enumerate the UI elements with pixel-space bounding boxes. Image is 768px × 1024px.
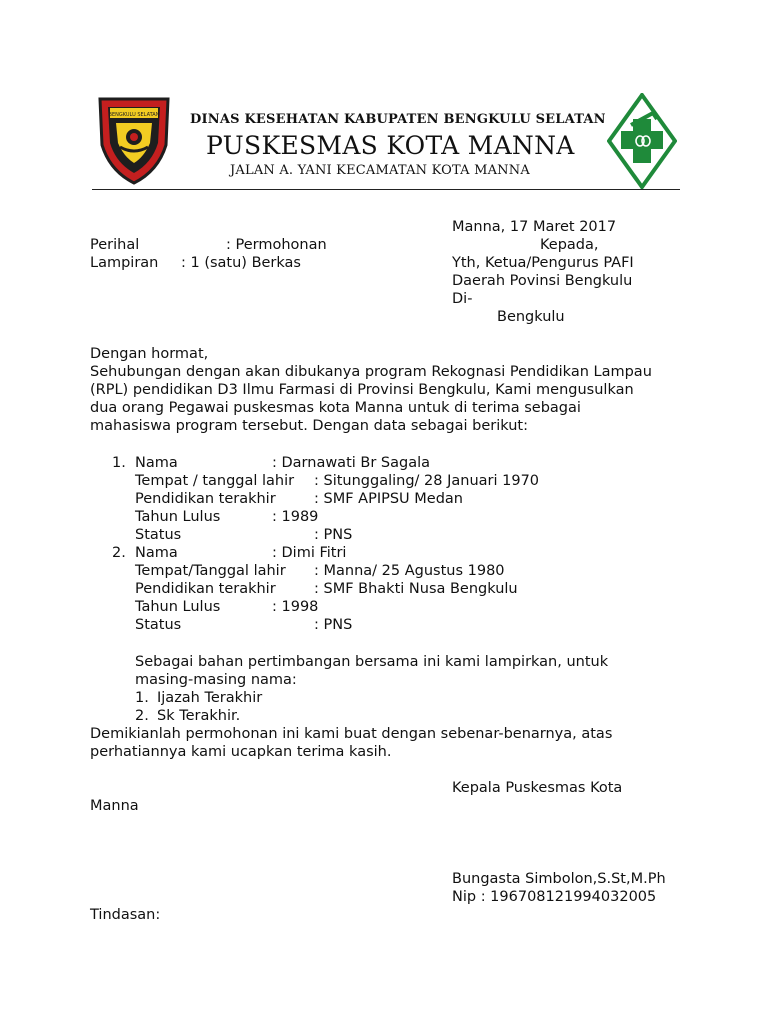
field-label: Tempat/Tanggal lahir bbox=[135, 563, 286, 579]
field-value: : Manna/ 25 Agustus 1980 bbox=[314, 563, 505, 579]
field-value: : Dimi Fitri bbox=[272, 545, 347, 561]
field-value: : 1998 bbox=[272, 599, 319, 615]
recipient-line1: Yth, Ketua/Pengurus PAFI bbox=[452, 255, 634, 271]
field-value: : PNS bbox=[314, 617, 353, 633]
org-title: PUSKESMAS KOTA MANNA bbox=[206, 131, 575, 160]
greeting: Dengan hormat, bbox=[90, 346, 209, 362]
field-label: Pendidikan terakhir bbox=[135, 491, 276, 507]
field-value: : SMF Bhakti Nusa Bengkulu bbox=[314, 581, 518, 597]
field-label: Tahun Lulus bbox=[135, 599, 221, 615]
bengkulu-selatan-emblem-icon bbox=[96, 93, 172, 187]
field-value: : Situnggaling/ 28 Januari 1970 bbox=[314, 473, 540, 489]
signatory-title: Kepala Puskesmas Kota bbox=[452, 780, 623, 796]
field-value: : Darnawati Br Sagala bbox=[272, 455, 431, 471]
tindasan-label: Tindasan: bbox=[90, 907, 161, 923]
closing-line: Demikianlah permohonan ini kami buat dengan sebenar-benarnya, atas bbox=[90, 726, 613, 742]
perihal-value: : Permohonan bbox=[226, 237, 327, 253]
letter-date: Manna, 17 Maret 2017 bbox=[452, 219, 617, 235]
field-value: : PNS bbox=[314, 527, 353, 543]
recipient-line2: Daerah Povinsi Bengkulu bbox=[452, 273, 633, 289]
recipient-city: Bengkulu bbox=[497, 309, 565, 325]
field-label: Tahun Lulus bbox=[135, 509, 221, 525]
emblem-text: BENGKULU SELATAN bbox=[108, 112, 160, 118]
body-line: mahasiswa program tersebut. Dengan data sebagai berikut: bbox=[90, 418, 528, 434]
list-number: 1. bbox=[112, 455, 126, 471]
recipient-di: Di- bbox=[452, 291, 473, 307]
attachment-number: 1. bbox=[135, 690, 149, 706]
attachment-intro: masing-masing nama: bbox=[135, 672, 297, 688]
attachment-item: Ijazah Terakhir bbox=[157, 690, 263, 706]
attachment-item: Sk Terakhir. bbox=[157, 708, 241, 724]
lampiran-value: : 1 (satu) Berkas bbox=[181, 255, 301, 271]
puskesmas-logo-icon bbox=[607, 93, 677, 189]
body-line: dua orang Pegawai puskesmas kota Manna untuk di terima sebagai bbox=[90, 400, 581, 416]
field-label: Nama bbox=[135, 455, 178, 471]
field-label: Nama bbox=[135, 545, 178, 561]
signatory-nip: Nip : 196708121994032005 bbox=[452, 889, 657, 905]
signatory-name: Bungasta Simbolon,S.St,M.Ph bbox=[452, 871, 666, 887]
closing-line: perhatiannya kami ucapkan terima kasih. bbox=[90, 744, 392, 760]
field-label: Status bbox=[135, 617, 182, 633]
signatory-title-cont: Manna bbox=[90, 798, 139, 814]
perihal-label: Perihal bbox=[90, 237, 140, 253]
body-line: (RPL) pendidikan D3 Ilmu Farmasi di Provinsi Bengkulu, Kami mengusulkan bbox=[90, 382, 634, 398]
field-value: : 1989 bbox=[272, 509, 319, 525]
header-divider bbox=[92, 189, 680, 190]
field-label: Tempat / tanggal lahir bbox=[135, 473, 295, 489]
attachment-number: 2. bbox=[135, 708, 149, 724]
attachment-intro: Sebagai bahan pertimbangan bersama ini kami lampirkan, untuk bbox=[135, 654, 609, 670]
org-address: JALAN A. YANI KECAMATAN KOTA MANNA bbox=[230, 163, 530, 178]
field-label: Pendidikan terakhir bbox=[135, 581, 276, 597]
lampiran-label: Lampiran bbox=[90, 255, 159, 271]
agency-name: DINAS KESEHATAN KABUPATEN BENGKULU SELATAN bbox=[190, 112, 606, 127]
field-value: : SMF APIPSU Medan bbox=[314, 491, 463, 507]
recipient-kepada: Kepada, bbox=[540, 237, 599, 253]
list-number: 2. bbox=[112, 545, 126, 561]
field-label: Status bbox=[135, 527, 182, 543]
body-line: Sehubungan dengan akan dibukanya program Rekognasi Pendidikan Lampau bbox=[90, 364, 652, 380]
